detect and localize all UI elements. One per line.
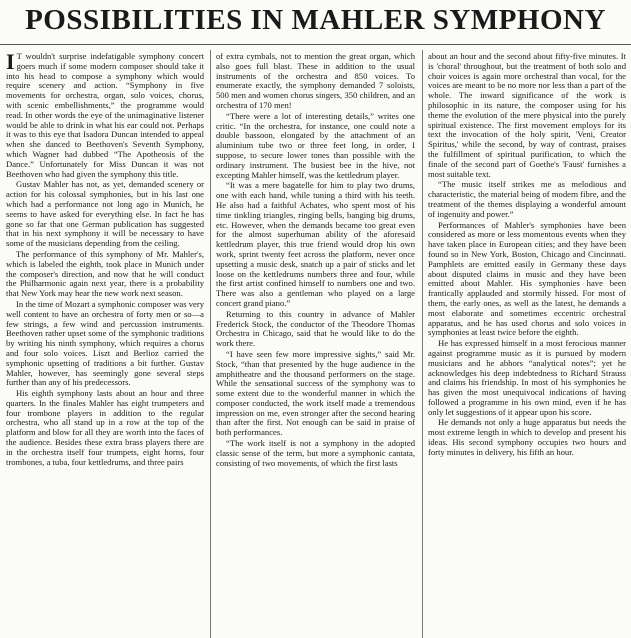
headline: POSSIBILITIES IN MAHLER SYMPHONY <box>25 4 606 36</box>
paragraph: “The work itself is not a symphony in the adopted classic sense of the term, but more a symphonic cantata, consisting of two movements, of which the first lasts <box>216 438 415 468</box>
paragraph-text: T wouldn't surprise indefatigable symphony concert goers much if some modern composer should take it into his head to compose a symphony which would require scenery and action. “Symphony in five movements for orchestra, organ, solo voices, chorus, with scenic embellishments,” the programme would read. In other words the eye of the unimaginative listener would be able to drink in what his ear could not. Perhaps it was to this eye that Isadora Duncan intended to appeal when she danced to Beethoven's Seventh Symphony, which Wagner had dubbed “The Apotheosis of the Dance.” Unfortunately for Miss Duncan it was not Beethoven who had given the symphony this title. <box>6 51 204 179</box>
column-2 <box>216 52 415 469</box>
paragraph: The performance of this symphony of Mr. Mahler's, which is labeled the eighth, took place in Munich under the composer's direction, and now that he will conduct the Philharmonic again next year, there is a probability that New York may hear the new work next season. <box>6 248 204 299</box>
paragraph: “There were a lot of interesting details,” writes one critic. “In the orchestra, for instance, one could note a double bassoon, elongated by the attachment of an aluminium tube two or three feet long, in order, I suppose, to secure lower tones than possible with the ordinary instrument. The busiest bee in the hive, not excepting Mahler himself, was the kettledrum player. <box>216 110 415 180</box>
paragraph: In the time of Mozart a symphonic composer was very well content to have an orchestra of forty men or so—a few strings, a few wind and percussion instruments. Beethoven rather upset some of the symphonic traditions by writing his ninth symphony, which requires a chorus and four solo voices. Liszt and Berlioz carried the symphonic upsetting of traditions a bit further. Gustav Mahler, however, has seemingly gone several steps further than any of his predecessors. <box>6 298 204 388</box>
paragraph: Performances of Mahler's symphonies have been considered as more or less momentous events when they have taken place in European cities; and they have been found so in New York, Boston, Chicago and Cincinnati. Pamphlets are emitted easily in Germany these days about disputed claims in music and they have been emitted about Mahler. His symphonies have been frantically applauded and stormily hissed. For most of them, the early ones, as well as the latest, he demands a most elaborate and sometimes eccentric orchestral apparatus, and he has used chorus and solo voices in symphonies at least twice before the eighth. <box>428 219 626 338</box>
paragraph <box>6 49 204 179</box>
paragraph: Returning to this country in advance of Mahler Frederick Stock, the conductor of the Theodore Thomas Orchestra in Chicago, said that he would like to do the work there. <box>216 308 415 349</box>
column-divider-2 <box>422 50 423 638</box>
paragraph: “The music itself strikes me as melodious and characteristic, the material being of modern fibre, and the treatment of the themes displaying a wonderful amount of ingenuity and power.” <box>428 179 626 219</box>
column-1 <box>6 49 204 468</box>
headline-rule <box>0 44 631 45</box>
paragraph: “I have seen few more impressive sights,” said Mr. Stock, “than that presented by the huge audience in the amphitheatre and the thousand performers on the stage. While the sensational success of the symphony was to some extent due to the wonderful manner in which the composer conducted, the work itself made a tremendous impression on me, even stronger after the second hearing than after the first. Not enough can be said in praise of both performances. <box>216 348 415 438</box>
paragraph: His eighth symphony lasts about an hour and three quarters. In the finales Mahler has eight trumpeters and four trombone players in addition to the regular orchestra, who all stand up in a row at the top of the platform and blow for all they are worth into the faces of the audience. Besides these extra brass players there are in the orchestra itself four trumpets, eight horns, four trombones, a tuba, four kettledrums, and three pairs <box>6 388 204 467</box>
drop-cap: I <box>6 49 15 74</box>
paragraph: He has expressed himself in a most ferocious manner against programme music as it is pursued by modern musicians and he abhors “analytical notes”; yet he acknowledges his deep indebtedness to Richard Strauss and claims his friendship. In most of his symphonies he has given the most unequivocal indications of having followed a programme in his own mind, even if he has only let suggestions of it appear upon his score. <box>428 338 626 417</box>
paragraph: He demands not only a huge apparatus but needs the most extreme length in which to develop and present his ideas. His second symphony occupies two hours and forty minutes in delivery, his fifth an hour. <box>428 417 626 457</box>
column-3 <box>428 52 626 459</box>
paragraph: Gustav Mahler has not, as yet, demanded scenery or action for his colossal symphonies, but in his last one which had a performance not long ago in Munich, he seems to have asked for everything else. In fact he has gone so far that one German publication has suggested that in his next symphony it will be necessary to have some of the musicians depending from the ceiling. <box>6 179 204 249</box>
paragraph: “It was a mere bagatelle for him to play two drums, one with each hand, while tuning a third with his teeth. He also had a faithful Achates, who spent most of his time tinkling triangles, ringing bells, banging big drums, etc. However, when the demands became too great even for the almost superhuman ability of the aforesaid kettledrum player, this true friend would drop his own work, sprint twenty feet across the platform, never once upsetting a music desk, snatch up a pair of sticks and let loose on the kettledrums numbers three and four, while the first artist confined himself to numbers one and two. There was also a gentleman who played on a large concert grand piano.” <box>216 180 415 308</box>
column-divider-1 <box>210 50 211 638</box>
paragraph: about an hour and the second about fifty-five minutes. It is 'choral' throughout, but the treatment of both solo and choir voices is again more orchestral than vocal, for the voices are meant to be no more nor less than a part of the whole. The inward significance of the work is philosophic in its nature, the composer using for his theme the evolution of the mere physical into the purely spiritual existence. The first movement employs for its text the invocation of the holy spirit, 'Veni, Creator Spiritus,' while the second, by way of contrast, praises the fulfillment of spiritual purification, to which the finale of the second part of Goethe's 'Faust' furnishes a most suitable text. <box>428 51 626 179</box>
paragraph: of extra cymbals, not to mention the great organ, which also goes full blast. These in addition to the usual instruments of the orchestra and 850 voices. To enumerate exactly, the symphony demanded 7 soloists, 500 men and women chorus singers, 350 children, and an orchestra of 170 men! <box>216 51 415 110</box>
